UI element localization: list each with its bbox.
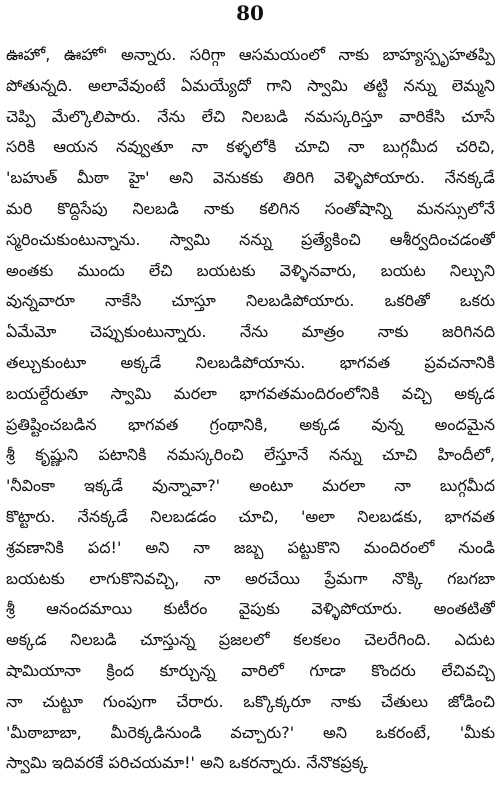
text-line: శ్రీ కృష్ణుని పటానికి నమస్కరించి లేస్తూనే నన్ను చూచి హిందీలో, — [6, 445, 495, 465]
text-line: తల్చుకుంటూ అక్కడే నిలబడిపోయాను. భాగవత ప్రవచనానికి — [6, 352, 495, 372]
text-line: ప్రతిష్టించబడిన భాగవత గ్రంథానికి, అక్కడ వున్న అందమైన — [6, 414, 495, 434]
text-line: స్వామి ఇదివరకే పరిచయమా!' అని ఒకరన్నారు. నేనొకప్రక్క — [6, 753, 368, 773]
text-line: షామియానా క్రింద కూర్చున్న వారిలో గూడా కొందరు లేచివచ్చి — [6, 660, 495, 680]
text-line: ఊహో, ఊహో' అన్నారు. సరిగ్గా ఆసమయంలో నాకు బాహ్యస్పృహతప్పి — [6, 45, 495, 64]
text-line: సరికి ఆయన నవ్వుతూ నా కళ్ళలోకి చూచి నా బుగ్గమీద చరిచి, — [6, 137, 495, 157]
text-line: బయటకు లాగుకొనివచ్చి, నా అరచేయి ప్రేమగా నొక్కి గబగబా — [6, 568, 495, 588]
text-line: అక్కడ నిలబడి చూస్తున్న ప్రజలలో కలకలం చెలరేగింది. ఎదుట — [6, 630, 495, 650]
text-line: 'నీవింకా ఇక్కడే వున్నావా?' అంటూ మరలా నా బుగ్గమీద — [6, 476, 495, 496]
text-line: వున్నవారూ నాకేసి చూస్తూ నిలబడిపోయారు. ఒకరితో ఒకరు — [6, 291, 495, 311]
text-line: చెప్పి మేల్కొలిపారు. నేను లేచి నిలబడి నమస్కరిస్తూ వారికేసి చూసే — [6, 106, 495, 126]
text-line: అంతకు ముందు లేచి బయటకు వెళ్ళినవారు, బయట నిల్చుని — [6, 260, 495, 280]
text-line: ఏమేమో చెప్పుకుంటున్నారు. నేను మాత్రం నాకు జరిగినది — [6, 322, 495, 342]
text-line: స్మరించుకుంటున్నాను. స్వామి నన్ను ప్రత్యేకించి ఆశీర్వదించడంతో — [6, 229, 495, 249]
text-line: 'బహుత్ మీఠా హై' అని వెనుకకు తిరిగి వెళ్ళిపోయారు. నేనక్కడే — [6, 168, 495, 188]
text-line: 'మీఠాబాబా, మీరెక్కడినుండి వచ్చారు?' అని ఒకరంటే, 'మీకు — [6, 722, 495, 742]
page-body-text — [6, 40, 495, 779]
text-line: శ్రవణానికి పద!' అని నా జబ్బ పట్టుకొని మందిరంలో నుండి — [6, 537, 495, 557]
page-number: 80 — [236, 1, 264, 25]
text-line: మరి కొద్దిసేపు నిలబడి నాకు కలిగిన సంతోషాన్ని మనస్సులోనే — [6, 198, 495, 218]
text-line: నా చుట్టూ గుంపుగా చేరారు. ఒక్కొక్కరూ నాకు చేతులు జోడించి — [6, 691, 495, 711]
text-line: కొట్టారు. నేనక్కడే నిలబడడం చూచి, 'అలా నిలబడకు, భాగవత — [6, 506, 495, 526]
text-line: శ్రీ ఆనందమాయి కుటీరం వైపుకు వెళ్ళిపోయారు. అంతటితో — [6, 599, 495, 619]
text-line: పోతున్నది. అలావేవుంటే ఏమయ్యేదో గాని స్వామి తట్టి నన్ను లెమ్మని — [6, 75, 495, 95]
text-line: బయల్దేరుతూ స్వామి మరలా భాగవతమందిరంలోనికి వచ్చి అక్కడ — [6, 383, 495, 403]
